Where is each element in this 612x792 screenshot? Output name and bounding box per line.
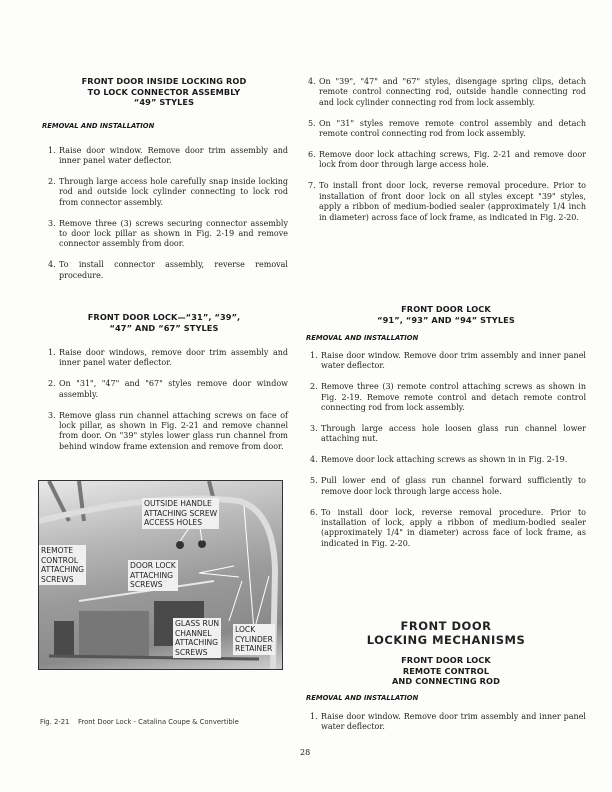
label-lock-cylinder-retainer: LOCK CYLINDER RETAINER bbox=[235, 625, 273, 654]
label-outside-handle-screw-holes: OUTSIDE HANDLE ATTACHING SCREW ACCESS HOLES bbox=[144, 499, 218, 528]
heading-line: TO LOCK CONNECTOR ASSEMBLY bbox=[87, 86, 241, 97]
page-number: 28 bbox=[300, 748, 311, 757]
subheading: REMOVAL AND INSTALLATION bbox=[306, 693, 419, 702]
step: 1. Raise door windows, remove door trim assembly and inner panel water deflector. bbox=[48, 348, 288, 368]
step: 3. Remove three (3) screws securing connector assembly to door lock pillar as shown in Fig. 2-19 and remove connector assembly from door. bbox=[48, 218, 288, 249]
subheading: REMOVAL AND INSTALLATION bbox=[306, 334, 419, 342]
section-heading bbox=[40, 76, 288, 108]
figure-caption: Fig. 2-21 Front Door Lock - Catalina Coupe & Convertible bbox=[40, 718, 239, 726]
heading-line: “47” AND “67” STYLES bbox=[109, 322, 219, 333]
title-line: FRONT DOOR bbox=[400, 619, 492, 633]
heading-line: “49” STYLES bbox=[133, 97, 195, 107]
step: 5. On "31" styles remove remote control assembly and detach remote control connecting rod from lock assembly. bbox=[308, 118, 586, 139]
step: 5. Pull lower end of glass run channel forward sufficiently to remove door lock through large access hole. bbox=[310, 476, 586, 496]
heading-line: REMOTE CONTROL bbox=[402, 665, 490, 676]
label-remote-control-screws: REMOTE CONTROL ATTACHING SCREWS bbox=[41, 546, 85, 584]
heading-line: “91”, “93” AND “94” STYLES bbox=[377, 314, 515, 325]
heading-line: FRONT DOOR LOCK bbox=[401, 304, 491, 314]
heading-line: AND CONNECTING ROD bbox=[391, 676, 501, 686]
step: 4. Remove door lock attaching screws as shown in in Fig. 2-19. bbox=[310, 455, 568, 465]
step: 1. Raise door window. Remove door trim assembly and inner panel water deflector. bbox=[310, 711, 586, 731]
chapter-title bbox=[306, 619, 586, 647]
subheading: REMOVAL AND INSTALLATION bbox=[42, 121, 155, 130]
heading-line: FRONT DOOR INSIDE LOCKING ROD bbox=[81, 76, 247, 86]
step: 7. To install front door lock, reverse removal procedure. Prior to installation of front door lock on all styles except "39" styles, apply a ribbon of medium-bodied sealer (approximately 1/4 inch in diameter) across face of lock frame, as indicated in Fig. 2-20. bbox=[308, 181, 586, 222]
heading-line: FRONT DOOR LOCK—“31”, “39”, bbox=[87, 312, 241, 322]
step: 2. Through large access hole carefully snap inside locking rod and outside lock cylinder connecting to lock rod from connector assembly. bbox=[48, 176, 288, 207]
section-front-door-lock-31-39-47-67 bbox=[40, 312, 288, 463]
door-lock-photo bbox=[38, 480, 283, 670]
title-line: LOCKING MECHANISMS bbox=[366, 633, 526, 647]
section-continued-steps bbox=[308, 77, 586, 233]
section-front-door-lock-91-93-94 bbox=[306, 304, 586, 560]
step: 2. Remove three (3) remote control attaching screws as shown in Fig. 2-19. Remove remote control and detach remote control connecting rod from lock assembly. bbox=[310, 382, 586, 413]
step: 3. Through large access hole loosen glass run channel lower attaching nut. bbox=[310, 424, 586, 444]
section-locking-mechanisms bbox=[306, 619, 586, 743]
section-heading bbox=[306, 304, 586, 325]
step: 1. Raise door window. Remove door trim assembly and inner panel water deflector. bbox=[310, 351, 586, 371]
section-heading bbox=[40, 312, 288, 333]
heading-line: FRONT DOOR LOCK bbox=[401, 655, 491, 665]
step: 3. Remove glass run channel attaching screws on face of lock pillar, as shown in Fig. 2-21 and remove channel from door. On "39" styles lower glass run channel from behind window frame extension and remove from door. bbox=[48, 410, 288, 451]
step: 2. On "31", "47" and "67" styles remove door window assembly. bbox=[48, 379, 288, 399]
step: 4. On "39", "47" and "67" styles, disengage spring clips, detach remote control connecting rod, outside handle connecting rod and lock cylinder connecting rod from lock assembly. bbox=[308, 77, 586, 107]
step: 1. Raise door window. Remove door trim assembly and inner panel water deflector. bbox=[48, 145, 288, 165]
label-door-lock-screws: DOOR LOCK ATTACHING SCREWS bbox=[130, 561, 176, 590]
label-glass-run-channel-screws: GLASS RUN CHANNEL ATTACHING SCREWS bbox=[175, 619, 220, 657]
section-inside-locking-rod bbox=[40, 76, 288, 292]
step: 6. Remove door lock attaching screws, Fig. 2-21 and remove door lock from door through large access hole. bbox=[308, 150, 586, 170]
step: 6. To install door lock, reverse removal procedure. Prior to installation of lock, apply a ribbon of medium-bodied sealer (approximately 1/4" in diameter) across face of lock frame, as indicated in Fig. 2-20. bbox=[310, 507, 586, 548]
section-heading bbox=[306, 655, 586, 687]
step: 4. To install connector assembly, reverse removal procedure. bbox=[48, 260, 288, 280]
